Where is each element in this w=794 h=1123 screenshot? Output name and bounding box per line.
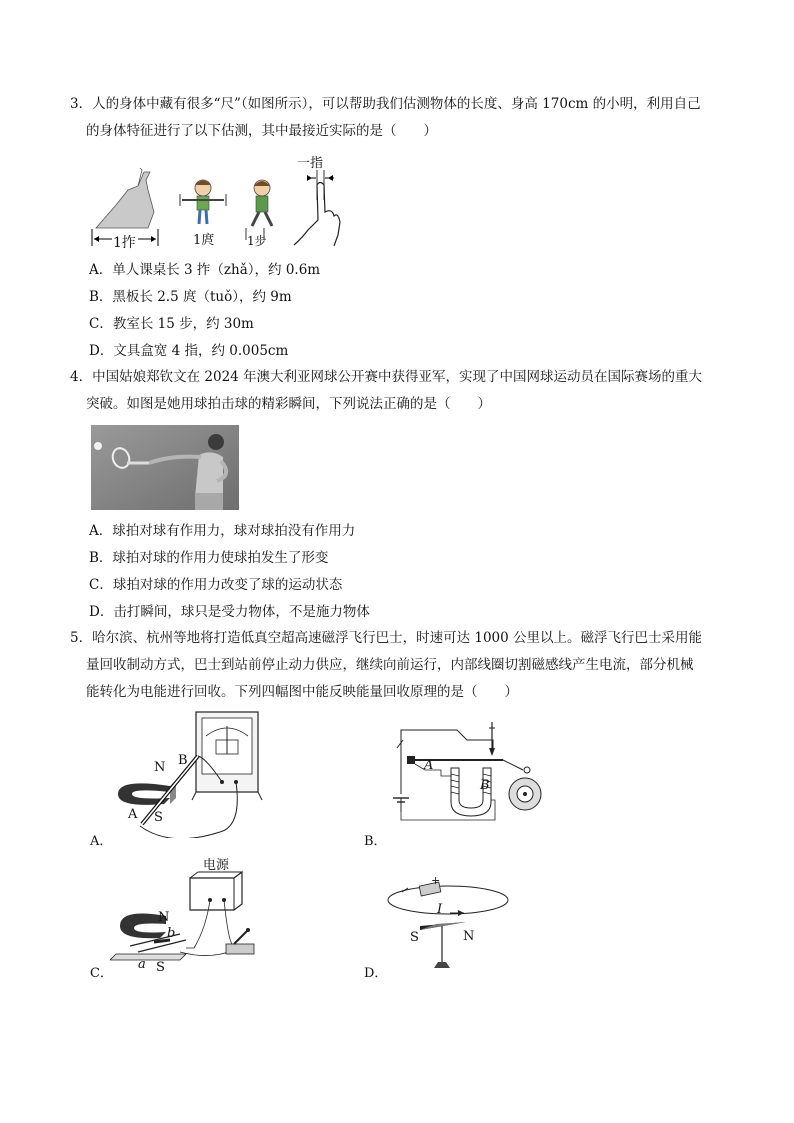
question-3-line2: 的身体特征进行了以下估测，其中最接近实际的是（ ）	[86, 123, 437, 139]
choice-c-label: C．	[90, 966, 113, 981]
switch-icon[interactable]	[226, 944, 254, 954]
question-4-line2: 突破。如图是她用球拍击球的精彩瞬间，下列说法正确的是（ ）	[86, 396, 491, 412]
zha-label: 1拃	[113, 235, 136, 251]
fig-b-label-a: A	[424, 758, 434, 773]
q4-option-a: A．球拍对球有作用力，球对球拍没有作用力	[89, 523, 356, 539]
fig-a-label-a: A	[128, 807, 138, 822]
question-4-line1: 中国姑娘郑钦文在 2024 年澳大利亚网球公开赛中获得亚军，实现了中国网球运动员在国际赛场的重大	[92, 369, 703, 385]
question-3-line1: 人的身体中藏有很多“尺”（如图所示），可以帮助我们估测物体的长度、身高 170cm 的小明，利用自己	[92, 96, 701, 112]
figure-b-electromagnet	[385, 712, 555, 827]
fig-c-label-n: N	[158, 910, 170, 925]
choice-b-label: B．	[364, 834, 387, 849]
question-5-line3: 能转化为电能进行回收。下列四幅图中能反映能量回收原理的是（ ）	[86, 684, 518, 700]
question-5-number: 5．	[70, 630, 93, 646]
tuo-label: 1庹	[193, 233, 215, 248]
figure-d-oersted	[384, 876, 524, 976]
fig-a-label-s: S	[154, 810, 163, 825]
figure-c-motor	[110, 868, 270, 973]
question-3	[70, 91, 730, 145]
fig-c-label-power: 电源	[203, 858, 230, 873]
fig-d-label-s: S	[410, 930, 419, 945]
fig-c-label-b: b	[167, 926, 176, 941]
wire-loop	[388, 886, 508, 914]
question-4	[70, 364, 730, 418]
q3-option-d: D．文具盒宽 4 指，约 0.005cm	[89, 343, 289, 359]
finger-illustration	[294, 170, 340, 246]
fig-a-label-n: N	[154, 760, 166, 775]
question-4-number: 4．	[70, 369, 93, 385]
fig-d-label-plus: +	[431, 874, 441, 887]
player-head	[208, 434, 224, 450]
fig-d-label-n: N	[463, 929, 475, 944]
q4-option-b: B．球拍对球的作用力使球拍发生了形变	[89, 550, 329, 566]
q3-option-c: C．教室长 15 步，约 30m	[89, 316, 254, 332]
player-body	[195, 452, 223, 497]
choice-a-label: A．	[90, 834, 113, 849]
arm-span-illustration	[180, 180, 226, 224]
fig-d-label-i: I	[437, 902, 443, 917]
step-illustration	[246, 180, 272, 240]
q3-option-a: A．单人课桌长 3 拃（zhǎ），约 0.6m	[89, 262, 321, 278]
question-4-stem	[70, 364, 730, 418]
question-5	[70, 625, 730, 706]
question-3-stem	[70, 91, 730, 145]
choice-d-label: D．	[364, 966, 388, 981]
bu-label: 1步	[247, 234, 267, 248]
fig-c-label-a: a	[138, 957, 146, 972]
fig-b-label-b: B	[480, 778, 490, 793]
fig-a-label-b: B	[178, 753, 188, 768]
zhi-label: 一指	[297, 156, 324, 171]
fig-c-label-s: S	[156, 960, 165, 975]
question-3-number: 3．	[70, 96, 93, 112]
question-5-line1: 哈尔滨、杭州等地将打造低真空超高速磁浮飞行巴士，时速可达 1000 公里以上。磁浮飞行巴士采用能	[92, 630, 703, 646]
question-5-line2: 量回收制动方式，巴士到站前停止动力供应，继续向前运行，内部线圈切割磁感线产生电流，部分机械	[86, 657, 694, 673]
tennis-photo	[91, 425, 239, 510]
q4-option-c: C．球拍对球的作用力改变了球的运动状态	[89, 577, 343, 593]
question-5-stem	[70, 625, 730, 706]
tennis-ball	[94, 442, 102, 450]
q4-option-d: D．击打瞬间，球只是受力物体，不是施力物体	[89, 604, 370, 620]
q3-option-b: B．黑板长 2.5 庹（tuǒ），约 9m	[89, 289, 292, 305]
